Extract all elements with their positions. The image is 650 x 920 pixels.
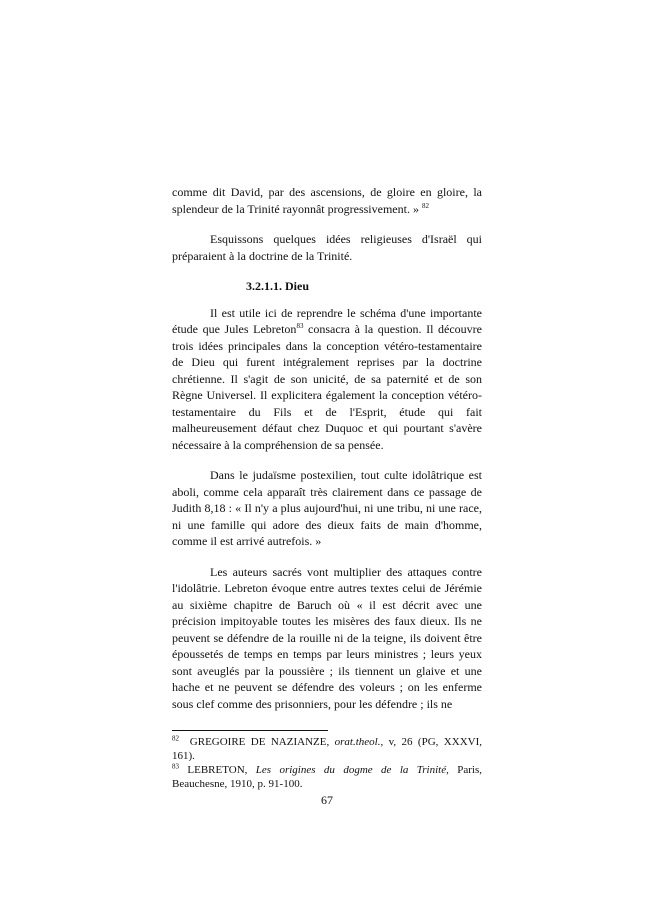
footnote-text: LEBRETON, xyxy=(187,764,256,776)
footnote-ref-83[interactable]: 83 xyxy=(296,322,304,330)
footnote-text: , v, 26 (PG, XXXVI, 161). xyxy=(172,736,482,762)
paragraph-intro: Esquissons quelques idées religieuses d'Israël qui préparaient à la doctrine de la Trinité. xyxy=(172,232,482,263)
footnote-title: Les origines du dogme de la Trinité xyxy=(255,764,447,776)
paragraph-text: Il est utile ici de reprendre le schéma d'une importante étude que Jules Lebreton xyxy=(172,305,482,336)
footnote-number: 83 xyxy=(172,762,179,771)
footnote-text: GREGOIRE DE NAZIANZE, xyxy=(189,736,335,748)
paragraph-continuation xyxy=(172,184,482,217)
document-page xyxy=(172,184,482,808)
paragraph-judaism: Dans le judaïsme postexilien, tout culte idolâtrique est aboli, comme cela apparaît très clairement dans ce passage de Judith 8,18 : « Il n'y a plus aujourd'hui, ni une tribu, ni une race, ni une famille qui adore des dieux faits de main d'homme, comme il est arrivé autrefois. » xyxy=(172,468,482,548)
footnote-83 xyxy=(172,763,482,791)
footnote-divider xyxy=(172,730,328,731)
paragraph-lebreton xyxy=(172,305,482,454)
paragraph-idolatry: Les auteurs sacrés vont multiplier des attaques contre l'idolâtrie. Lebreton évoque entre autres textes celui de Jérémie au sixième chapitre de Baruch où « il est décrit avec une précision impitoyable toutes les misères des faux dieux. Ils ne peuvent se défendre de la rouille ni de la teigne, ils doivent être époussetés de temps en temps par leurs ministres ; leurs yeux sont aveuglés par la poussière ; ils tiennent un glaive et une hache et ne peuvent se défendre des voleurs ; on les enferme sous clef comme des prisonniers, pour les défendre ; ils ne xyxy=(172,564,482,711)
paragraph-text: consacra à la question. Il découvre trois idées principales dans la conception vétéro-testamentaire de Dieu qui furent intégralement reprises par la doctrine chrétienne. Il s'agit de son unicité, de sa paternité et de son Règne Universel. Il explicitera également la conception vétéro-testamentaire du Fils et de l'Esprit, étude qui fait malheureusement défaut chez Duquoc et qui pourtant s'avère nécessaire à la compréhension de sa pensée. xyxy=(172,322,482,452)
page-number: 67 xyxy=(321,793,333,807)
section-heading: 3.2.1.1. Dieu xyxy=(246,279,309,293)
footnote-title: orat.theol. xyxy=(334,736,381,748)
footnote-82 xyxy=(172,735,482,763)
footnote-number: 82 xyxy=(172,734,179,743)
footnote-ref-82[interactable]: 82 xyxy=(421,201,429,210)
footnote-text: , Paris, Beauchesne, 1910, p. 91-100. xyxy=(172,764,483,790)
paragraph-text: comme dit David, par des ascensions, de gloire en gloire, la splendeur de la Trinité rayonnât progressivement. » xyxy=(172,185,482,216)
